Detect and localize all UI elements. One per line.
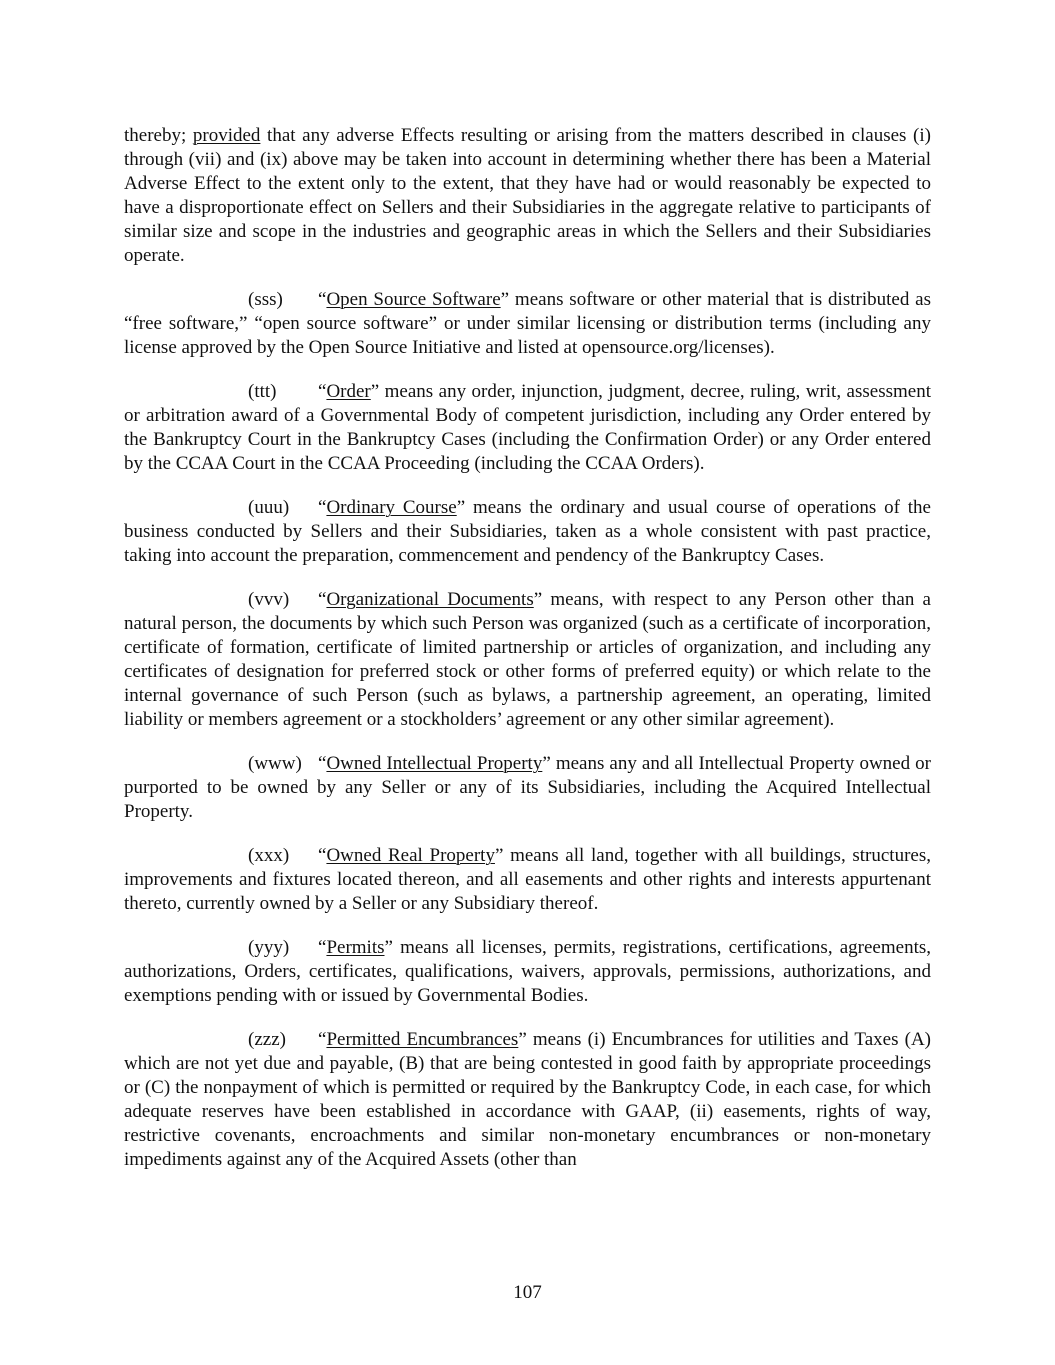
definition-ttt (124, 380, 931, 476)
defined-term: Open Source Software (326, 289, 501, 310)
open-quote: “ (318, 381, 327, 402)
definition-body: ” means the ordinary and usual course of operations of the business conducted by Sellers and their Subsidiaries, taken as a whole consistent with past practice, taking into account the preparation, commencement and pendency of the Bankruptcy Cases. (124, 497, 931, 566)
open-quote: “ (318, 937, 327, 958)
definition-xxx (124, 844, 931, 916)
definition-number: (ttt) (248, 381, 277, 402)
definition-number: (xxx) (248, 845, 290, 866)
definition-sss (124, 288, 931, 360)
definition-number: (www) (248, 753, 302, 774)
defined-term: Ordinary Course (326, 497, 457, 518)
defined-term: Permitted Encumbrances (326, 1029, 519, 1050)
open-quote: “ (318, 753, 327, 774)
intro-paragraph (124, 124, 931, 268)
open-quote: “ (318, 289, 327, 310)
definition-body: ” means any order, injunction, judgment, decree, ruling, writ, assessment or arbitration award of a Governmental Body of competent jurisdiction, including any Order entered by the Bankruptcy Court in the Bankruptcy Cases (including the Confirmation Order) or any Order entered by the CCAA Court in the CCAA Proceeding (including the CCAA Orders). (124, 381, 931, 474)
intro-before: thereby; (124, 125, 193, 146)
definition-number: (vvv) (248, 589, 290, 610)
open-quote: “ (318, 1029, 327, 1050)
open-quote: “ (318, 497, 327, 518)
definition-uuu (124, 496, 931, 568)
definition-zzz (124, 1028, 931, 1172)
defined-term: Owned Real Property (326, 845, 495, 866)
definition-body: ” means all licenses, permits, registrations, certifications, agreements, authorizations, Orders, certificates, qualifications, waivers, approvals, permissions, authorizations, and exemptions pending with or issued by Governmental Bodies. (124, 937, 931, 1006)
definition-body: ” means, with respect to any Person other than a natural person, the documents by which such Person was organized (such as a certificate of incorporation, certificate of formation, certificate of limited partnership or articles of organization, and including any certificates of designation for preferred stock or other forms of preferred equity) or which relate to the internal governance of such Person (such as bylaws, a partnership agreement, an operating, limited liability or members agreement or a stockholders’ agreement or any other similar agreement). (124, 589, 931, 730)
page-number: 107 (513, 1282, 542, 1303)
definition-number: (sss) (248, 289, 283, 310)
definition-body: ” means any and all Intellectual Property owned or purported to be owned by any Seller or any of its Subsidiaries, including the Acquired Intellectual Property. (124, 753, 932, 822)
definition-body: ” means (i) Encumbrances for utilities and Taxes (A) which are not yet due and payable, (B) that are being contested in good faith by appropriate proceedings or (C) the nonpayment of which is permitted or required by the Bankruptcy Code, in each case, for which adequate reserves have been established in accordance with GAAP, (ii) easements, rights of way, restrictive covenants, encroachments and similar non-monetary encumbrances or non-monetary impediments against any of the Acquired Assets (other than (124, 1029, 931, 1170)
definition-yyy (124, 936, 931, 1008)
definition-vvv (124, 588, 931, 732)
document-page (124, 124, 931, 1192)
definition-www (124, 752, 931, 824)
open-quote: “ (318, 589, 327, 610)
defined-term: Organizational Documents (326, 589, 534, 610)
definition-body: ” means software or other material that is distributed as “free software,” “open source software” or under similar licensing or distribution terms (including any license approved by the Open Source Initiative and listed at opensource.org/licenses). (124, 289, 931, 358)
intro-after: that any adverse Effects resulting or arising from the matters described in clauses (i) through (vii) and (ix) above may be taken into account in determining whether there has been a Material Adverse Effect to the extent only to the extent, that they have had or would reasonably be expected to have a disproportionate effect on Sellers and their Subsidiaries in the aggregate relative to participants of similar size and scope in the industries and geographic areas in which the Sellers and their Subsidiaries operate. (124, 125, 931, 266)
definition-number: (uuu) (248, 497, 290, 518)
defined-term: Permits (326, 937, 385, 958)
intro-term: provided (192, 125, 261, 146)
definition-number: (yyy) (248, 937, 290, 958)
defined-term: Order (326, 381, 371, 402)
open-quote: “ (318, 845, 327, 866)
defined-term: Owned Intellectual Property (326, 753, 543, 774)
definition-body: ” means all land, together with all buildings, structures, improvements and fixtures located thereon, and all easements and other rights and interests appurtenant thereto, currently owned by a Seller or any Subsidiary thereof. (124, 845, 931, 914)
definition-number: (zzz) (248, 1029, 286, 1050)
